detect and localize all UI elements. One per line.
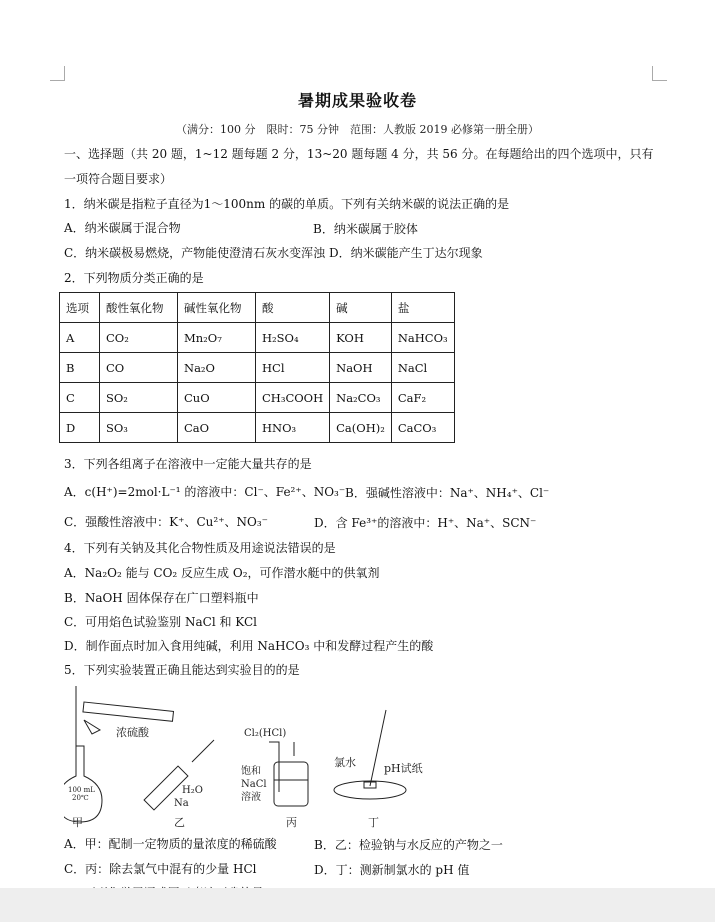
table-cell: CaO [178, 413, 256, 443]
table-cell: NaHCO₃ [391, 323, 454, 353]
table-cell: HNO₃ [256, 413, 330, 443]
table-row [60, 323, 455, 353]
table-cell: Na₂O [178, 353, 256, 383]
table-cell: D [60, 413, 100, 443]
crop-mark-top-right [652, 66, 667, 81]
solution-label: 溶液 [241, 792, 261, 803]
table-cell: Na₂CO₃ [330, 383, 392, 413]
sodium-label: Na [174, 798, 189, 809]
q3-stem: 3．下列各组离子在溶液中一定能大量共存的是 [64, 457, 312, 471]
table-cell: A [60, 323, 100, 353]
apparatus-jia [64, 686, 174, 829]
q2-stem: 2．下列物质分类正确的是 [64, 271, 204, 285]
acid-label: 浓硫酸 [116, 726, 149, 739]
table-cell: CH₃COOH [256, 383, 330, 413]
q1-option-a: A．纳米碳属于混合物 [64, 221, 181, 235]
q5-stem: 5．下列实验装置正确且能达到实验目的的是 [64, 663, 300, 677]
table-cell: SO₃ [100, 413, 178, 443]
q5-option-d: D．丁：测新制氯水的 pH 值 [314, 863, 470, 877]
q5-option-a: A．甲：配制一定物质的量浓度的稀硫酸 [64, 837, 277, 851]
q4-option-a: A．Na₂O₂ 能与 CO₂ 反应生成 O₂，可作潜水艇中的供氧剂 [64, 566, 380, 580]
apparatus-figure [64, 680, 444, 830]
gas-label: Cl₂(HCl) [244, 728, 287, 739]
table-cell: NaOH [330, 353, 392, 383]
table-cell: CuO [178, 383, 256, 413]
q1-option-c-d: C．纳米碳极易燃烧，产物能使澄清石灰水变浑浊 D．纳米碳能产生丁达尔现象 [64, 246, 483, 260]
section-instructions-line2: 一项符合题目要求） [64, 172, 173, 186]
exam-subtitle: （满分：100 分 限时：75 分钟 范围：人教版 2019 必修第一册全册） [176, 123, 539, 136]
flask-temp-label: 20℃ [72, 794, 89, 802]
inlet-tube-icon [269, 742, 294, 792]
label-ding: 丁 [368, 816, 379, 829]
table-header: 碱 [330, 293, 392, 323]
table-cell: CO₂ [100, 323, 178, 353]
table-cell: CaCO₃ [391, 413, 454, 443]
q4-stem: 4．下列有关钠及其化合物性质及用途说法错误的是 [64, 541, 336, 555]
table-cell: NaCl [391, 353, 454, 383]
table-row [60, 383, 455, 413]
apparatus-yi [144, 740, 214, 829]
flask-icon [64, 746, 102, 822]
nacl-label: NaCl [241, 779, 267, 790]
apparatus-bing [241, 728, 308, 829]
classification-table [59, 292, 455, 443]
table-row [60, 353, 455, 383]
splint-icon [192, 740, 214, 762]
exam-title: 暑期成果验收卷 [297, 91, 417, 110]
ph-paper-label: pH试纸 [384, 762, 423, 775]
label-jia: 甲 [72, 816, 83, 829]
flask-volume-label: 100 mL [68, 786, 95, 794]
q3-option-a: A．c(H⁺)=2mol·L⁻¹ 的溶液中：Cl⁻、Fe²⁺、NO₃⁻ [64, 485, 346, 499]
q5-option-c: C．丙：除去氯气中混有的少量 HCl [64, 862, 257, 876]
q4-option-c: C．可用焰色试验鉴别 NaCl 和 KCl [64, 615, 257, 629]
table-cell: KOH [330, 323, 392, 353]
table-cell: C [60, 383, 100, 413]
table-header: 酸 [256, 293, 330, 323]
label-bing: 丙 [286, 816, 297, 829]
viewer-bottom-bar [0, 888, 715, 922]
table-cell: B [60, 353, 100, 383]
table-header: 选项 [60, 293, 100, 323]
q5-option-b: B．乙：检验钠与水反应的产物之一 [314, 838, 503, 852]
pipette-icon [83, 702, 174, 721]
table-cell: Ca(OH)₂ [330, 413, 392, 443]
table-cell: H₂SO₄ [256, 323, 330, 353]
q4-option-d: D．制作面点时加入食用纯碱，利用 NaHCO₃ 中和发酵过程产生的酸 [64, 639, 434, 653]
table-header: 酸性氧化物 [100, 293, 178, 323]
q3-option-c: C．强酸性溶液中：K⁺、Cu²⁺、NO₃⁻ [64, 515, 269, 529]
apparatus-ding [334, 710, 423, 829]
table-header: 碱性氧化物 [178, 293, 256, 323]
label-yi: 乙 [174, 816, 185, 829]
funnel-icon [84, 720, 100, 734]
table-cell: HCl [256, 353, 330, 383]
table-header-row [60, 293, 455, 323]
crop-mark-top-left [50, 66, 65, 81]
saturated-label: 饱和 [241, 766, 261, 777]
table-row [60, 413, 455, 443]
chlorine-water-label: 氯水 [334, 756, 356, 769]
q3-option-b: B．强碱性溶液中：Na⁺、NH₄⁺、Cl⁻ [345, 486, 550, 500]
water-label: H₂O [182, 785, 203, 796]
table-cell: CO [100, 353, 178, 383]
table-cell: SO₂ [100, 383, 178, 413]
q1-option-b: B．纳米碳属于胶体 [313, 222, 418, 236]
table-cell: Mn₂O₇ [178, 323, 256, 353]
q3-option-d: D．含 Fe³⁺的溶液中：H⁺、Na⁺、SCN⁻ [314, 516, 537, 530]
q1-stem: 1．纳米碳是指粒子直径为1～100nm 的碳的单质。下列有关纳米碳的说法正确的是 [64, 197, 510, 211]
q4-option-b: B．NaOH 固体保存在广口塑料瓶中 [64, 591, 259, 605]
table-header: 盐 [391, 293, 454, 323]
section-instructions-line1: 一、选择题（共 20 题，1~12 题每题 2 分，13~20 题每题 4 分，共 56 分。在每题给出的四个选项中，只有 [64, 147, 654, 161]
table-cell: CaF₂ [391, 383, 454, 413]
